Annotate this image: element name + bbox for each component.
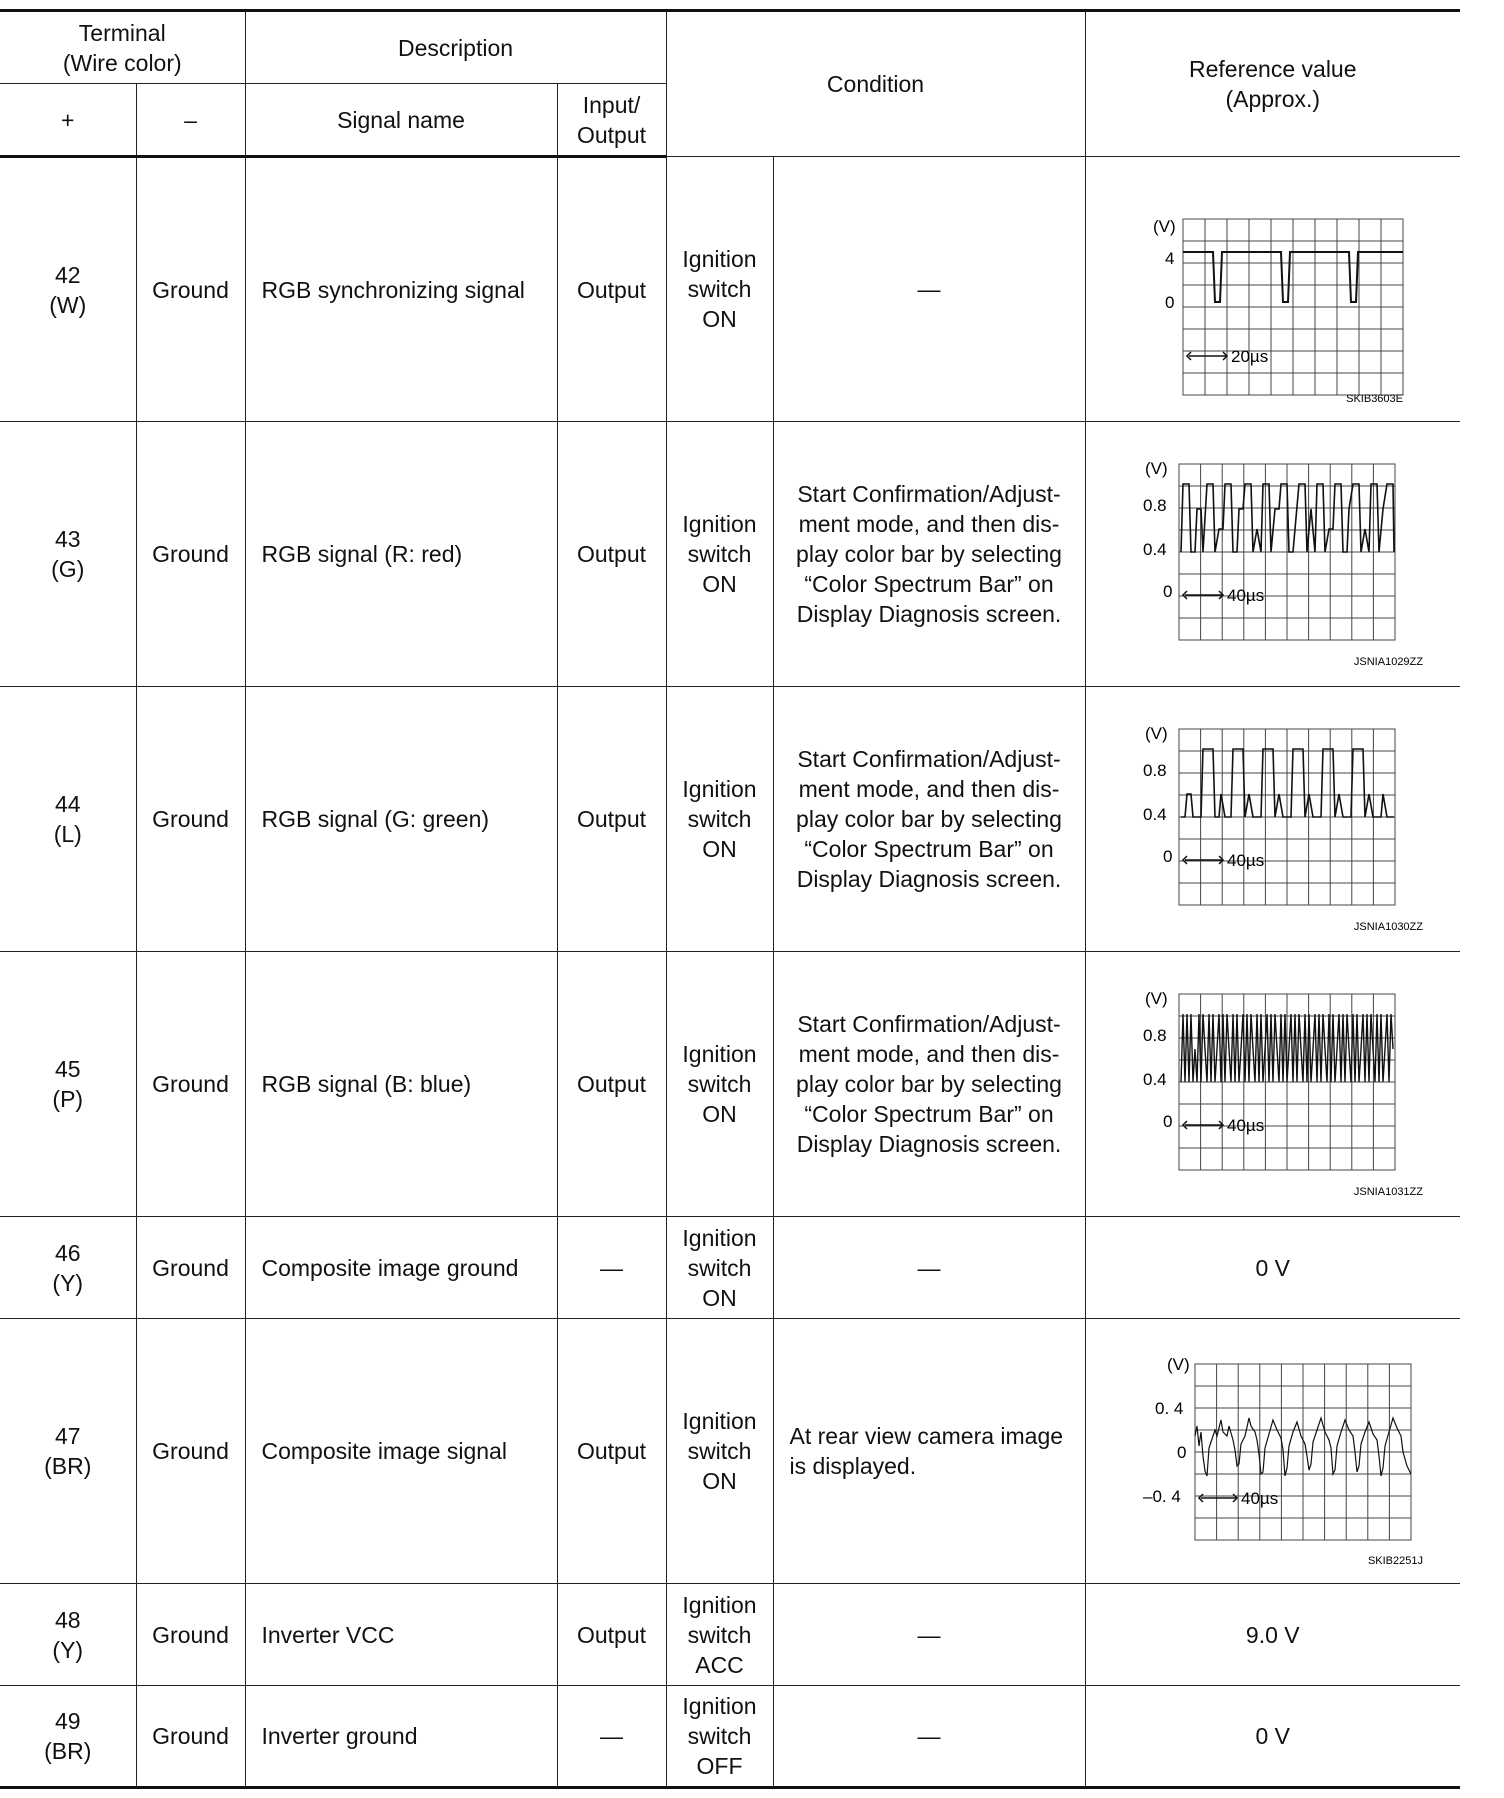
table-row: [0, 1217, 1460, 1319]
time-scale: [1199, 1494, 1237, 1502]
terminal-cell: 44 (L): [0, 687, 136, 952]
time-label: 40µs: [1226, 851, 1264, 870]
io-cell: Output: [557, 687, 666, 952]
ytick-label: 0.4: [1142, 805, 1167, 824]
ytick-label: 0.4: [1142, 1070, 1167, 1089]
time-scale: [1183, 856, 1223, 864]
unit-label: (V): [1152, 217, 1176, 236]
table-row: [0, 952, 1460, 1217]
ytick-label: 0: [1164, 293, 1175, 312]
ground-cell: Ground: [136, 1217, 245, 1319]
time-label: 40µs: [1226, 1116, 1264, 1135]
reference-cell: 0 V: [1085, 1217, 1460, 1319]
ytick-label: 0: [1162, 582, 1173, 601]
signal-name-cell: RGB synchronizing signal: [245, 157, 557, 422]
io-cell: Output: [557, 952, 666, 1217]
ytick-label: 0. 4: [1154, 1399, 1184, 1418]
terminal-table: [0, 9, 1460, 1789]
time-scale: [1183, 1121, 1223, 1129]
ground-cell: Ground: [136, 1686, 245, 1788]
reference-cell: [1085, 952, 1460, 1217]
table-row: [0, 1686, 1460, 1788]
table-row: [0, 1584, 1460, 1686]
ground-cell: Ground: [136, 1319, 245, 1584]
terminal-cell: 42 (W): [0, 157, 136, 422]
ytick-label: 0.8: [1142, 761, 1167, 780]
waveform-2: [1103, 704, 1443, 934]
signal-name-cell: RGB signal (G: green): [245, 687, 557, 952]
ytick-label: 0.8: [1142, 496, 1167, 515]
condition-cell: Start Confirmation/Adjust-ment mode, and then dis-play color bar by selecting “Color Spectrum Bar” on Display Diagnosis screen.: [773, 422, 1085, 687]
figure-code: JSNIA1030ZZ: [1353, 921, 1423, 933]
waveform-4: [1103, 1336, 1443, 1566]
terminal-cell: 43 (G): [0, 422, 136, 687]
io-cell: Output: [557, 157, 666, 422]
time-label: 40µs: [1240, 1489, 1278, 1508]
condition-header: Condition: [666, 11, 1085, 157]
ignition-cell: Ignition switch ACC: [666, 1584, 773, 1686]
ground-cell: Ground: [136, 952, 245, 1217]
reference-cell: [1085, 422, 1460, 687]
signal-name-cell: RGB signal (R: red): [245, 422, 557, 687]
terminal-cell: 46 (Y): [0, 1217, 136, 1319]
time-scale: [1187, 352, 1227, 360]
description-header: Description: [245, 11, 666, 84]
signal-name-cell: Inverter ground: [245, 1686, 557, 1788]
ignition-cell: Ignition switch ON: [666, 422, 773, 687]
condition-cell: —: [773, 1217, 1085, 1319]
figure-code: SKIB2251J: [1367, 1555, 1423, 1566]
figure-code: SKIB3603E: [1345, 393, 1403, 404]
ytick-label: –0. 4: [1142, 1487, 1181, 1506]
condition-cell: Start Confirmation/Adjust-ment mode, and then dis-play color bar by selecting “Color Spectrum Bar” on Display Diagnosis screen.: [773, 687, 1085, 952]
waveform-1: [1103, 439, 1443, 669]
unit-label: (V): [1144, 989, 1168, 1008]
ytick-label: 4: [1164, 249, 1175, 268]
ignition-cell: Ignition switch ON: [666, 1319, 773, 1584]
terminal-cell: 48 (Y): [0, 1584, 136, 1686]
ground-cell: Ground: [136, 422, 245, 687]
waveform-3: [1103, 969, 1443, 1199]
unit-label: (V): [1144, 459, 1168, 478]
ytick-label: 0: [1162, 847, 1173, 866]
table-row: [0, 1319, 1460, 1584]
ytick-label: 0: [1162, 1112, 1173, 1131]
unit-label: (V): [1144, 724, 1168, 743]
io-cell: —: [557, 1686, 666, 1788]
waveform-0: [1103, 174, 1443, 404]
condition-cell: —: [773, 1584, 1085, 1686]
terminal-cell: 45 (P): [0, 952, 136, 1217]
ignition-cell: Ignition switch ON: [666, 1217, 773, 1319]
io-header: Input/ Output: [557, 84, 666, 157]
figure-code: JSNIA1031ZZ: [1353, 1186, 1423, 1198]
ground-cell: Ground: [136, 687, 245, 952]
condition-cell: Start Confirmation/Adjust-ment mode, and then dis-play color bar by selecting “Color Spectrum Bar” on Display Diagnosis screen.: [773, 952, 1085, 1217]
io-cell: —: [557, 1217, 666, 1319]
condition-cell: —: [773, 157, 1085, 422]
unit-label: (V): [1166, 1355, 1190, 1374]
time-label: 40µs: [1226, 586, 1264, 605]
terminal-header: Terminal (Wire color): [0, 11, 245, 84]
ground-cell: Ground: [136, 1584, 245, 1686]
table-row: [0, 422, 1460, 687]
io-cell: Output: [557, 422, 666, 687]
ground-cell: Ground: [136, 157, 245, 422]
table-row: [0, 157, 1460, 422]
reference-cell: [1085, 157, 1460, 422]
ignition-cell: Ignition switch ON: [666, 157, 773, 422]
signal-name-cell: Inverter VCC: [245, 1584, 557, 1686]
ignition-cell: Ignition switch ON: [666, 952, 773, 1217]
ytick-label: 0.4: [1142, 540, 1167, 559]
signal-name-cell: Composite image signal: [245, 1319, 557, 1584]
time-scale: [1183, 591, 1223, 599]
figure-code: JSNIA1029ZZ: [1353, 656, 1423, 668]
table-row: [0, 687, 1460, 952]
ignition-cell: Ignition switch OFF: [666, 1686, 773, 1788]
signal-name-header: Signal name: [245, 84, 557, 157]
reference-cell: 9.0 V: [1085, 1584, 1460, 1686]
condition-cell: At rear view camera image is displayed.: [773, 1319, 1085, 1584]
ytick-label: 0: [1176, 1443, 1187, 1462]
signal-name-cell: RGB signal (B: blue): [245, 952, 557, 1217]
oscilloscope-grid: [1183, 219, 1403, 395]
minus-header: –: [136, 84, 245, 157]
io-cell: Output: [557, 1319, 666, 1584]
plus-header: +: [0, 84, 136, 157]
terminal-cell: 47 (BR): [0, 1319, 136, 1584]
reference-cell: [1085, 687, 1460, 952]
reference-header: Reference value (Approx.): [1085, 11, 1460, 157]
ignition-cell: Ignition switch ON: [666, 687, 773, 952]
signal-name-cell: Composite image ground: [245, 1217, 557, 1319]
time-label: 20µs: [1230, 347, 1268, 366]
terminal-cell: 49 (BR): [0, 1686, 136, 1788]
io-cell: Output: [557, 1584, 666, 1686]
reference-cell: 0 V: [1085, 1686, 1460, 1788]
condition-cell: —: [773, 1686, 1085, 1788]
reference-cell: [1085, 1319, 1460, 1584]
ytick-label: 0.8: [1142, 1026, 1167, 1045]
